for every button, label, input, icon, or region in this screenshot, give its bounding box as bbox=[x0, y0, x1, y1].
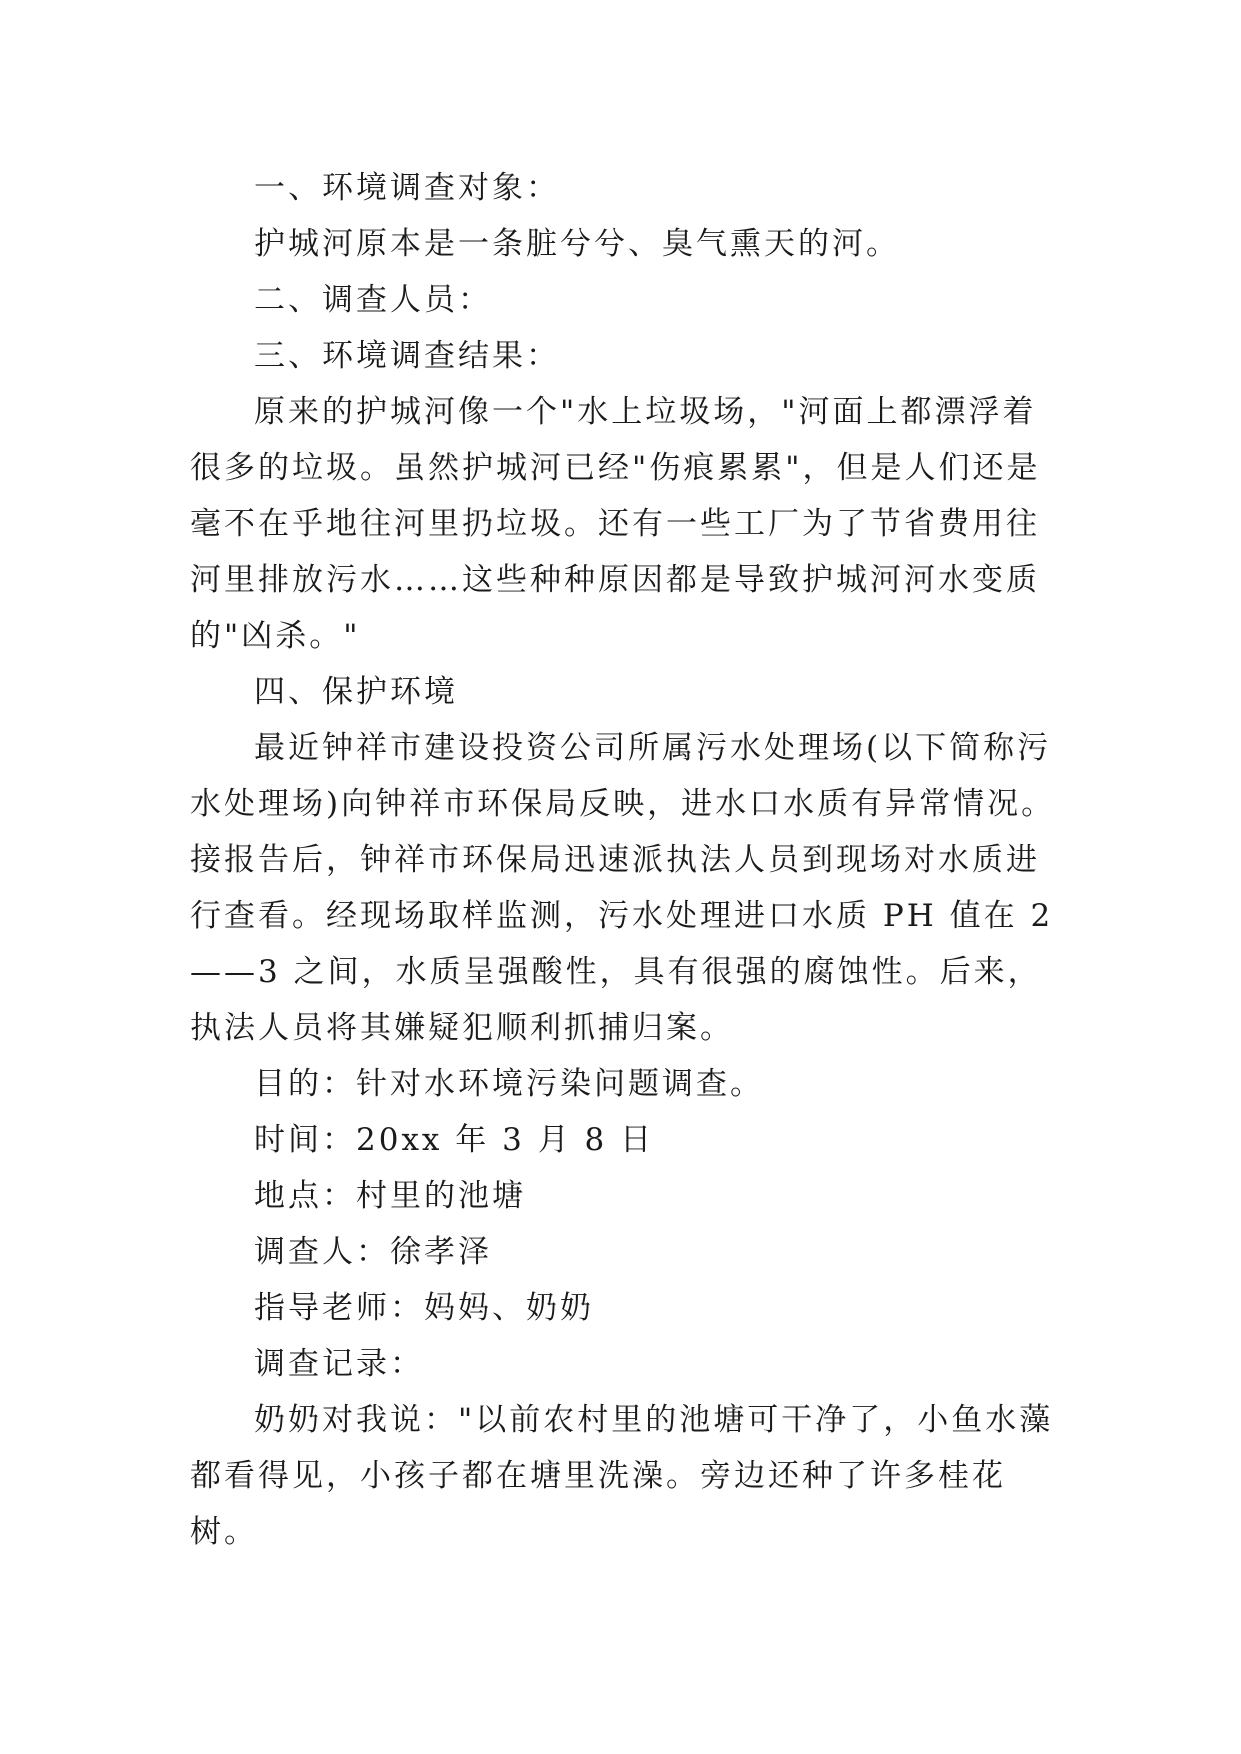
paragraph-time: 时间：20xx 年 3 月 8 日 bbox=[254, 1122, 655, 1158]
paragraph-advisor: 指导老师：妈妈、奶奶 bbox=[254, 1290, 594, 1326]
document-body bbox=[190, 160, 1070, 1560]
paragraph-investigator: 调查人：徐孝泽 bbox=[254, 1234, 492, 1270]
heading-protect-environment: 四、保护环境 bbox=[254, 674, 458, 710]
heading-survey-object: 一、环境调查对象： bbox=[254, 170, 560, 206]
paragraph-location: 地点：村里的池塘 bbox=[254, 1178, 526, 1214]
heading-survey-record: 调查记录： bbox=[254, 1346, 424, 1382]
heading-survey-result: 三、环境调查结果： bbox=[254, 338, 560, 374]
paragraph-river-description: 护城河原本是一条脏兮兮、臭气熏天的河。 bbox=[254, 226, 900, 262]
paragraph-sewage-report: 最近钟祥市建设投资公司所属污水处理场(以下简称污水处理场)向钟祥市环保局反映，进水口水质有异常情况。接报告后，钟祥市环保局迅速派执法人员到现场对水质进行查看。经现场取样监测，污水处理进口水质 PH 值在 2——3 之间，水质呈强酸性，具有很强的腐蚀性。后来，执法人员将其嫌疑犯顺利抓捕归案。 bbox=[190, 730, 1056, 1046]
paragraph-grandma-quote: 奶奶对我说："以前农村里的池塘可干净了，小鱼水藻都看得见，小孩子都在塘里洗澡。旁边还种了许多桂花树。 bbox=[190, 1402, 1054, 1550]
paragraph-survey-result: 原来的护城河像一个"水上垃圾场，"河面上都漂浮着很多的垃圾。虽然护城河已经"伤痕累累"，但是人们还是毫不在乎地往河里扔垃圾。还有一些工厂为了节省费用往河里排放污水……这些种种原因都是导致护城河河水变质的"凶杀。" bbox=[190, 394, 1041, 654]
paragraph-purpose: 目的：针对水环境污染问题调查。 bbox=[254, 1066, 764, 1102]
heading-survey-staff: 二、调查人员： bbox=[254, 282, 492, 318]
